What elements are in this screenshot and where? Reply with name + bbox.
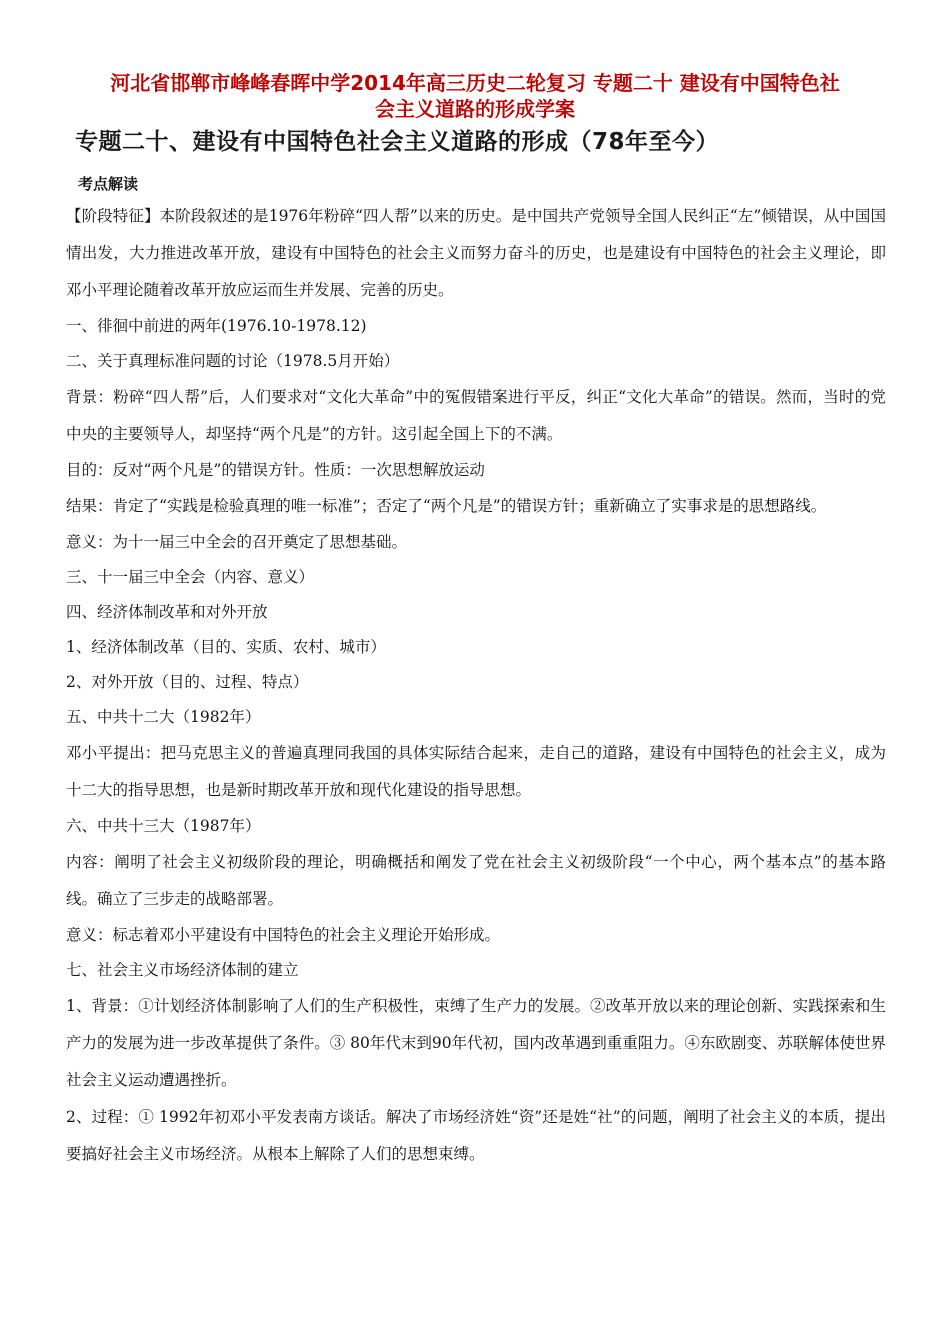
paragraph-purpose: 目的：反对“两个凡是”的错误方针。性质：一次思想解放运动 bbox=[66, 461, 485, 479]
subitem-economic-reform: 1、经济体制改革（目的、实质、农村、城市） bbox=[66, 638, 386, 656]
paragraph-market-process: 2、过程：① 1992年初邓小平发表南方谈话。解决了市场经济姓“资”还是姓“社”的问题，阐明了社会主义的本质，提出要搞好社会主义市场经济。从根本上解除了人们的思想束缚。 bbox=[66, 1108, 886, 1163]
paragraph-significance: 意义：为十一届三中全会的召开奠定了思想基础。 bbox=[66, 533, 408, 551]
paragraph-content: 内容：阐明了社会主义初级阶段的理论，明确概括和阐发了党在社会主义初级阶段“一个中心，两个基本点”的基本路线。确立了三步走的战略部署。 bbox=[66, 853, 886, 908]
body-text bbox=[66, 198, 886, 1173]
subitem-opening-up: 2、对外开放（目的、过程、特点） bbox=[66, 673, 309, 691]
heading-item-3: 三、十一届三中全会（内容、意义） bbox=[66, 568, 315, 586]
heading-item-4: 四、经济体制改革和对外开放 bbox=[66, 603, 268, 621]
paragraph-result: 结果：肯定了“实践是检验真理的唯一标准”；否定了“两个凡是”的错误方针；重新确立了实事求是的思想路线。 bbox=[66, 497, 827, 515]
document-title-line-2: 会主义道路的形成学案 bbox=[375, 97, 575, 121]
heading-item-1: 一、徘徊中前进的两年(1976.10-1978.12) bbox=[66, 317, 367, 335]
paragraph-stage-features: 【阶段特征】本阶段叙述的是1976年粉碎“四人帮”以来的历史。是中国共产党领导全国人民纠正“左”倾错误，从中国国情出发，大力推进改革开放，建设有中国特色的社会主义而努力奋斗的历史，也是建设有中国特色的社会主义理论，即邓小平理论随着改革开放应运而生并发展、完善的历史。 bbox=[66, 207, 886, 299]
heading-item-5: 五、中共十二大（1982年） bbox=[66, 708, 261, 726]
document-title bbox=[60, 70, 890, 122]
topic-heading: 专题二十、建设有中国特色社会主义道路的形成（78年至今） bbox=[75, 129, 720, 155]
paragraph-background: 背景：粉碎“四人帮”后，人们要求对“文化大革命”中的冤假错案进行平反，纠正“文化大革命”的错误。然而，当时的党中央的主要领导人，却坚持“两个凡是”的方针。这引起全国上下的不满。 bbox=[66, 388, 886, 443]
paragraph-deng-proposal: 邓小平提出：把马克思主义的普遍真理同我国的具体实际结合起来，走自己的道路，建设有中国特色的社会主义，成为十二大的指导思想，也是新时期改革开放和现代化建设的指导思想。 bbox=[66, 744, 886, 799]
paragraph-market-background: 1、背景：①计划经济体制影响了人们的生产积极性，束缚了生产力的发展。②改革开放以来的理论创新、实践探索和生产力的发展为进一步改革提供了条件。③ 80年代末到90年代初，国内改革遇到重重阻力。④东欧剧变、苏联解体使世界社会主义运动遭遇挫折。 bbox=[66, 997, 886, 1089]
paragraph-significance-13th: 意义：标志着邓小平建设有中国特色的社会主义理论开始形成。 bbox=[66, 926, 501, 944]
section-label: 考点解读 bbox=[78, 175, 139, 193]
heading-item-2: 二、关于真理标准问题的讨论（1978.5月开始） bbox=[66, 352, 400, 370]
heading-item-7: 七、社会主义市场经济体制的建立 bbox=[66, 961, 299, 979]
heading-item-6: 六、中共十三大（1987年） bbox=[66, 817, 261, 835]
document-title-line-1: 河北省邯郸市峰峰春晖中学2014年高三历史二轮复习 专题二十 建设有中国特色社 bbox=[110, 71, 840, 95]
